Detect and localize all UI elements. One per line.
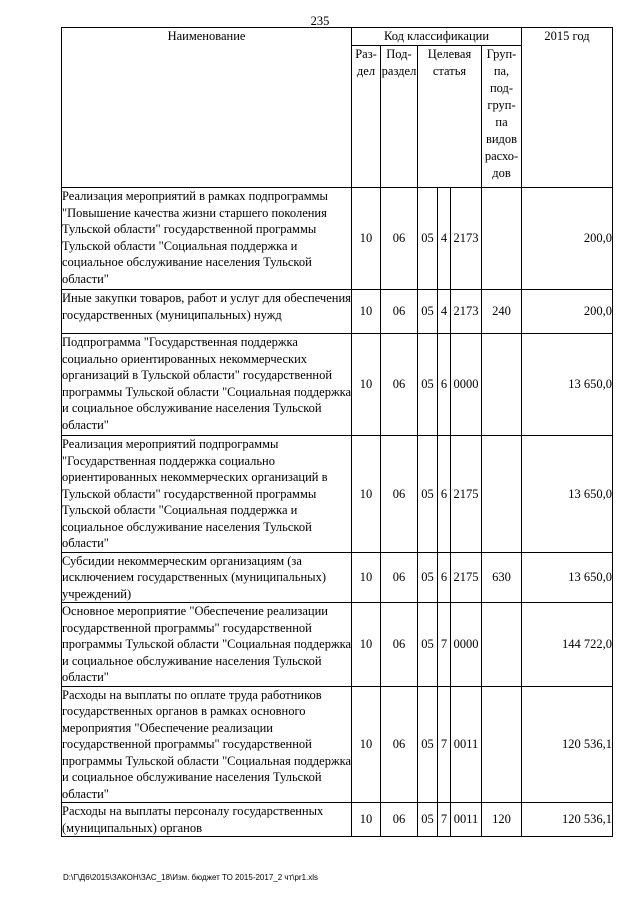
row-target-subprogram: 4 [438,290,451,334]
row-section: 10 [352,803,381,837]
row-name: Реализация мероприятий в рамках подпрограммы "Повышение качества жизни старшего поколения Тульской области" государственной программы Тульской области "Социальная поддержка и социальное обслуживание населения Тульской области" [62,188,352,290]
row-target-subprogram: 7 [438,803,451,837]
row-target-program: 05 [418,552,438,603]
row-target-direction: 0011 [451,686,482,803]
row-subsection: 06 [381,686,418,803]
header-subsection: Под- раздел [381,46,418,188]
row-expense-group [482,436,522,553]
table-row [62,290,613,334]
row-amount: 13 650,0 [522,436,613,553]
row-expense-group: 240 [482,290,522,334]
row-section: 10 [352,290,381,334]
header-classification: Код классификации [352,28,522,46]
row-target-program: 05 [418,290,438,334]
table-row [62,803,613,837]
row-name: Подпрограмма "Государственная поддержка социально ориентированных некоммерческих организаций в Тульской области" государственной программы Тульской области "Социальная поддержка и социальное обслуживание населения Тульской области" [62,334,352,436]
header-target-article: Целевая статья [418,46,482,188]
row-amount: 13 650,0 [522,552,613,603]
row-expense-group [482,603,522,687]
row-name: Реализация мероприятий подпрограммы "Государственная поддержка социально ориентированных некоммерческих организаций в Тульской области" государственной программы Тульской области "Социальная поддержка и социальное обслуживание населения Тульской области" [62,436,352,553]
row-target-direction: 2173 [451,188,482,290]
row-subsection: 06 [381,552,418,603]
row-target-program: 05 [418,603,438,687]
row-section: 10 [352,552,381,603]
header-year: 2015 год [522,28,613,188]
row-target-direction: 2173 [451,290,482,334]
row-target-direction: 2175 [451,436,482,553]
row-subsection: 06 [381,436,418,553]
row-target-subprogram: 7 [438,603,451,687]
table-row [62,188,613,290]
row-name: Расходы на выплаты по оплате труда работников государственных органов в рамках основного мероприятия "Обеспечение реализации государственной программы" государственной программы Тульской области "Социальная поддержка и социальное обслуживание населения Тульской области" [62,687,352,801]
row-section: 10 [352,686,381,803]
row-target-direction: 0000 [451,603,482,687]
row-target-program: 05 [418,188,438,290]
row-subsection: 06 [381,290,418,334]
table-row [62,686,613,803]
row-target-subprogram: 6 [438,436,451,553]
row-expense-group [482,334,522,436]
row-name: Субсидии некоммерческим организациям (за исключением государственных (муниципальных) учреждений) [62,552,352,603]
row-subsection: 06 [381,188,418,290]
row-expense-group [482,188,522,290]
row-name: Иные закупки товаров, работ и услуг для обеспечения государственных (муниципальных) нужд [62,290,352,334]
row-expense-group [482,686,522,803]
table-row [62,552,613,603]
row-target-program: 05 [418,334,438,436]
row-section: 10 [352,436,381,553]
row-expense-group: 630 [482,552,522,603]
row-section: 10 [352,188,381,290]
budget-table [61,27,613,837]
row-name: Основное мероприятие "Обеспечение реализации государственной программы" государственной программы Тульской области "Социальная поддержка и социальное обслуживание населения Тульской области" [62,604,352,684]
row-expense-group: 120 [482,803,522,837]
row-amount: 200,0 [522,188,613,290]
table-row [62,334,613,436]
row-target-subprogram: 6 [438,334,451,436]
row-target-subprogram: 4 [438,188,451,290]
table-row [62,603,613,687]
row-target-program: 05 [418,436,438,553]
row-subsection: 06 [381,803,418,837]
row-name: Расходы на выплаты персоналу государственных (муниципальных) органов [62,803,352,837]
row-subsection: 06 [381,603,418,687]
header-section: Раз- дел [352,46,381,188]
row-target-program: 05 [418,803,438,837]
row-target-direction: 0000 [451,334,482,436]
table-row [62,436,613,553]
row-amount: 120 536,1 [522,803,613,837]
row-amount: 13 650,0 [522,334,613,436]
file-path-footer: D:\Г\Д6\2015\ЗАКОН\ЗАС_18\Изм. бюджет ТО 2015-2017_2 чт\pr1.xls [63,873,319,882]
row-amount: 120 536,1 [522,686,613,803]
page-number: 235 [310,14,330,28]
row-amount: 144 722,0 [522,603,613,687]
row-section: 10 [352,334,381,436]
row-target-direction: 0011 [451,803,482,837]
row-section: 10 [352,603,381,687]
row-target-subprogram: 6 [438,552,451,603]
header-name: Наименование [62,28,352,188]
row-target-direction: 2175 [451,552,482,603]
row-amount: 200,0 [522,290,613,334]
row-subsection: 06 [381,334,418,436]
row-target-program: 05 [418,686,438,803]
header-expense-group: Груп- па, под- груп- па видов расхо- дов [482,46,522,188]
row-target-subprogram: 7 [438,686,451,803]
